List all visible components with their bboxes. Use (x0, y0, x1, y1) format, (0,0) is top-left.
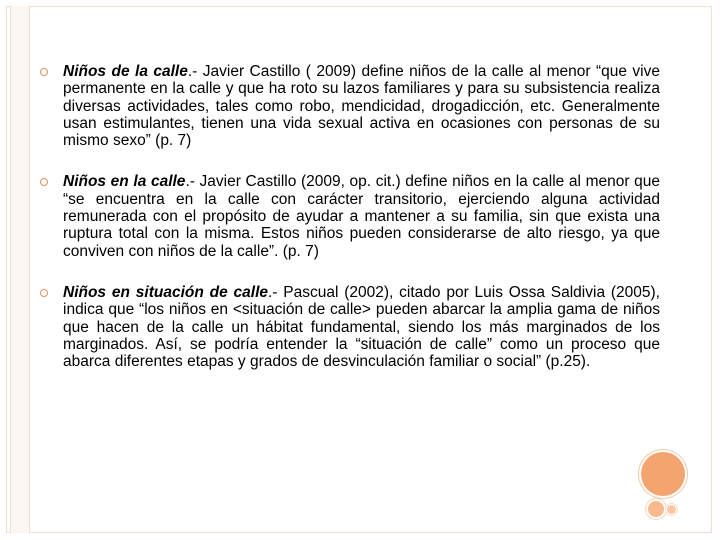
bullet-circle-icon (40, 178, 48, 186)
definition-text: .- Javier Castillo ( 2009) define niños de la calle al menor “que vive permanente en la calle y que ha roto su lazos familiares y para su subsistencia realiza diversas actividades, tales como robo, mendicidad, drogadicción, etc. Generalmente usan estimulantes, tienen una vida sexual activa en ocasiones con personas de su mismo sexo” (p. 7) (63, 63, 660, 150)
bullet-circle-icon (40, 68, 48, 76)
bullet-item-ninos-en-situacion-de-calle (40, 284, 660, 370)
bullet-circle-icon (40, 289, 48, 297)
decorative-circle-large (641, 452, 685, 496)
bullet-item-ninos-en-la-calle (40, 173, 660, 259)
slide-left-band (10, 6, 30, 533)
slide-content (40, 63, 660, 394)
term-label: Niños en situación de calle (63, 283, 268, 301)
definition-text: .- Javier Castillo (2009, op. cit.) define niños en la calle al menor que “se encuentra en la calle con carácter transitorio, ejerciendo alguna actividad remunerada con el propósito de ayudar a mantener a su familia, sin que exista una ruptura total con la misma. Estos niños pueden considerarse de alto riesgo, ya que conviven con niños de la calle”. (p. 7) (63, 173, 661, 260)
decorative-circle-small (667, 505, 676, 514)
decorative-circle-medium (648, 501, 664, 517)
term-label: Niños de la calle (63, 63, 188, 80)
term-label: Niños en la calle (63, 173, 186, 191)
bullet-item-ninos-de-la-calle (40, 63, 660, 149)
definition-text: .- Pascual (2002), citado por Luis Ossa Saldivia (2005), indica que “los niños en <situación de calle> pueden abarcar la amplia gama de niños que hacen de la calle un hábitat fundamental, siendo los más marginados de los marginados. Así, se podría entender la “situación de calle” como un proceso que abarca diferentes etapas y grados de desvinculación familiar o social” (p.25). (63, 283, 660, 371)
